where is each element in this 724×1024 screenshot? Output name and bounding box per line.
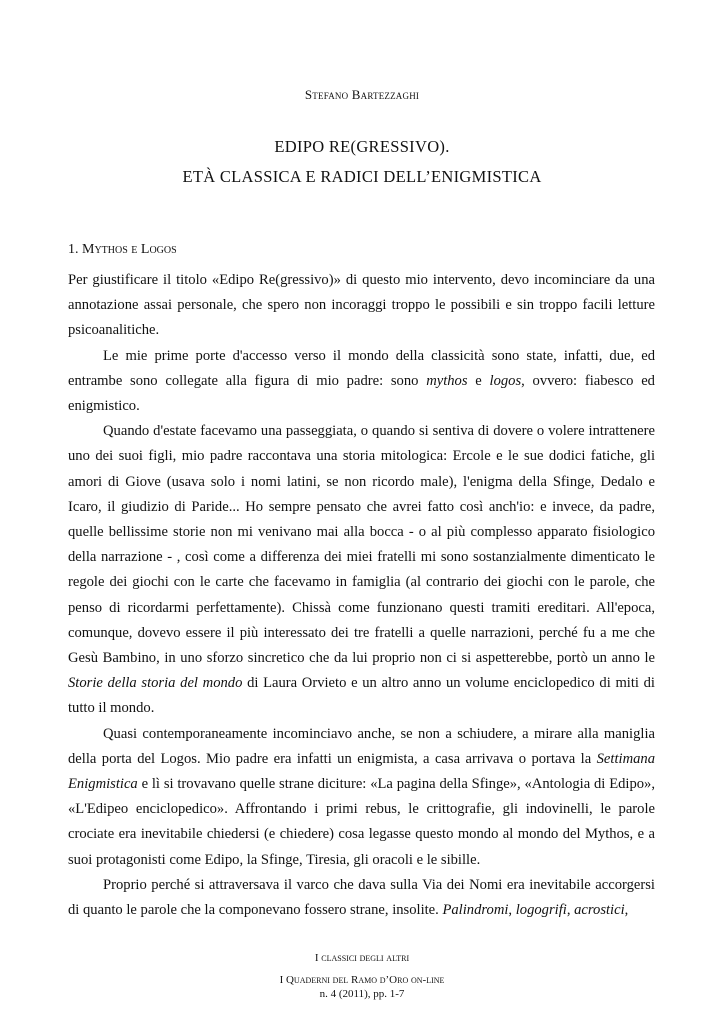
- paragraph-3-text-b: di Laura Orvieto e un altro anno un volume enciclopedico di miti di tutto il mondo.: [68, 675, 655, 717]
- paragraph-2-italic-logos: logos: [489, 372, 522, 389]
- paragraph-5: [68, 873, 655, 923]
- paragraph-3-italic-book-title: Storie della storia del mondo: [68, 675, 243, 692]
- paragraph-3-text-a: Quando d'estate facevamo una passeggiata, o quando si sentiva di dovere o volere intrattenere uno dei suoi figli, mio padre raccontava una storia mitologica: Ercole e le sue dodici fatiche, gli amori di Giove (usava solo i nomi latini, se non ricordo male), l'enigma della Sfinge, Dedalo e Icaro, il giudizio di Paride... Ho sempre pensato che avrei fatto così anch'io: e invece, da padre, quelle bellissime storie non mi venivano mai alla bocca - o al più complesso apparato fisiologico della narrazione - , così come a differenza dei miei fratelli mi sono sostanzialmente dimenticato le regole dei giochi con le carte che facevamo in famiglia (al contrario dei giochi con le parole, che penso di ricordarmi perfettamente). Chissà come funzionano questi tramiti ereditari. All'epoca, comunque, dovevo essere il più interessato dei tre fratelli a quelle narrazioni, perché fu a me che Gesù Bambino, in uno sforzo sincretico che da lui proprio non ci si aspetterebbe, portò un anno le: [68, 423, 655, 667]
- paragraph-2-italic-mythos: mythos: [426, 372, 468, 389]
- paragraph-4-italic-magazine-title: Settimana Enigmistica: [68, 750, 655, 793]
- paragraph-5-italic-logogrifi: logogrifi: [515, 902, 567, 919]
- paragraph-5-text-c: ,: [566, 902, 575, 919]
- paragraph-2: [68, 344, 655, 420]
- footer-issue: n. 4 (2011), pp. 1-7: [319, 988, 405, 1000]
- paragraph-2-text-b: e: [467, 372, 490, 389]
- paragraph-5-text-d: ,: [624, 902, 629, 919]
- article-title-line-1: EDIPO RE(GRESSIVO).: [274, 137, 450, 156]
- paragraph-4-text-b: e lì si trovavano quelle strane diciture: «La pagina della Sfinge», «Antologia di Edipo», «L'Edipeo enciclopedico». Affrontando i primi rebus, le crittografie, gli indovinelli, le parole crociate era inevitabile chiedersi (e chiedere) cosa legasse questo mondo al mondo del Mythos, e a suoi protagonisti come Edipo, la Sfinge, Tiresia, gli oracoli e le sibille.: [68, 776, 655, 868]
- paragraph-5-text-b: ,: [508, 902, 516, 919]
- footer-series: I classici degli altri: [314, 952, 410, 964]
- article-title-line-2: ETÀ CLASSICA E RADICI DELL’ENIGMISTICA: [182, 167, 542, 186]
- paragraph-3: [68, 419, 655, 721]
- paragraph-4: [68, 722, 655, 873]
- section-heading: 1. Mythos e Logos: [68, 242, 177, 257]
- paragraph-1: Per giustificare il titolo «Edipo Re(gressivo)» di questo mio intervento, devo incominciare da una annotazione assai personale, che spero non incoraggi troppo le possibili e sin troppo facili letture psicoanalitiche.: [68, 272, 655, 339]
- paragraph-2-text-c: , ovvero: fiabesco ed enigmistico.: [68, 372, 655, 415]
- paragraph-5-italic-acrostici: acrostici: [574, 902, 625, 919]
- body-text: [68, 268, 655, 923]
- author-name: Stefano Bartezzaghi: [304, 87, 420, 102]
- paragraph-5-italic-palindromi: Palindromi: [442, 902, 509, 919]
- paragraph-5-text-a: Proprio perché si attraversava il varco che dava sulla Via dei Nomi era inevitabile accorgersi di quanto le parole che la componevano fossero strane, insolite.: [68, 876, 655, 919]
- paragraph-2-text-a: Le mie prime porte d'accesso verso il mondo della classicità sono state, infatti, due, ed entrambe sono collegate alla figura di mio padre: sono: [68, 347, 655, 389]
- paragraph-4-text-a: Quasi contemporaneamente incominciavo anche, se non a schiudere, a mirare alla maniglia della porta del Logos. Mio padre era infatti un enigmista, a casa arrivava o portava la: [68, 725, 655, 767]
- footer-journal: I Quaderni del Ramo d’Oro on-line: [279, 974, 445, 986]
